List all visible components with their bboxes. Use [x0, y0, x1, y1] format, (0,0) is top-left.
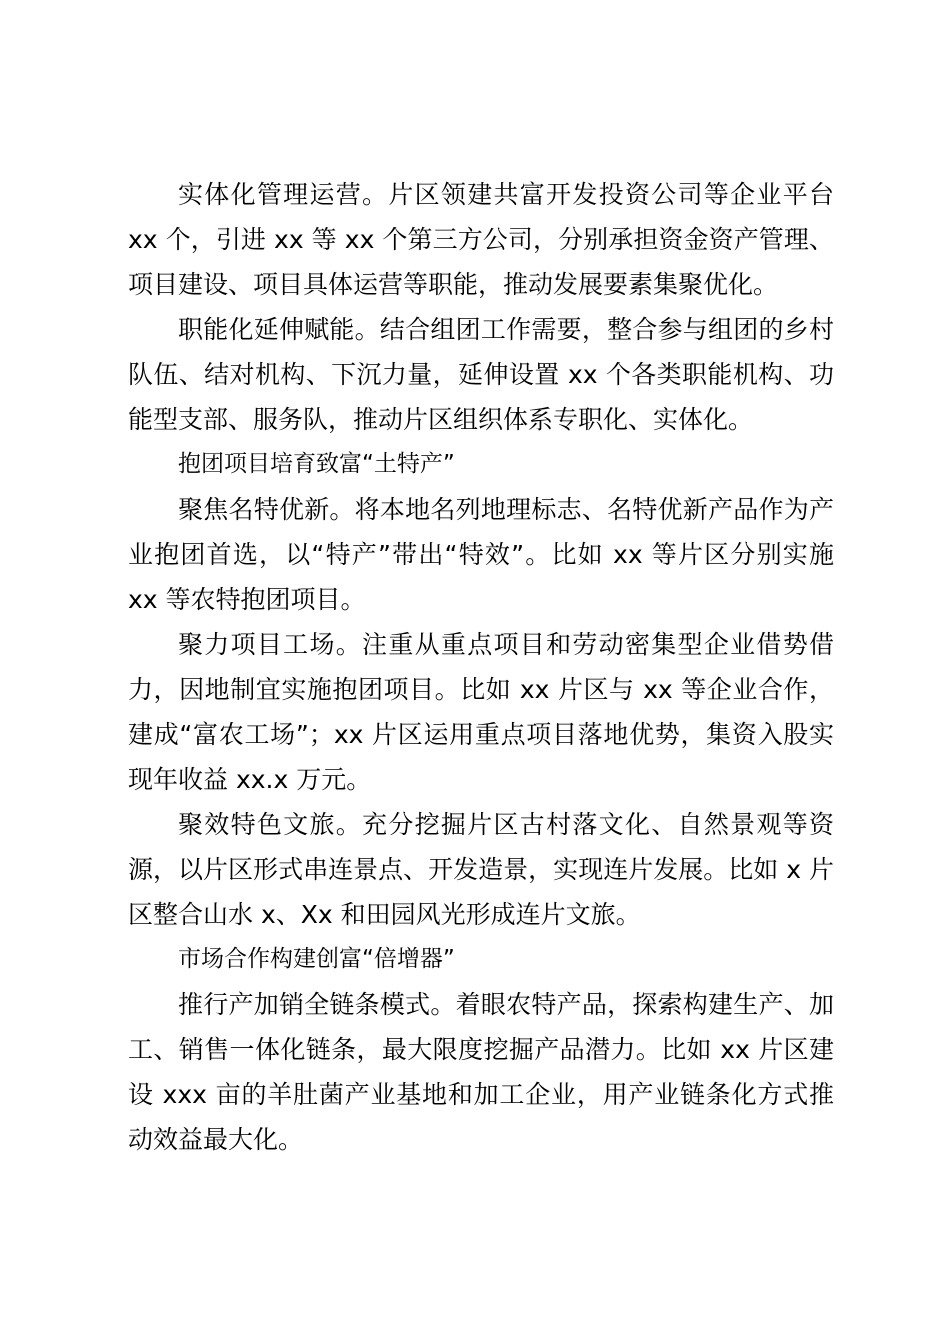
- paragraph-full-chain-model: 推行产加销全链条模式。着眼农特产品，探索构建生产、加工、销售一体化链条，最大限度挖掘产品潜力。比如 xx 片区建设 xxx 亩的羊肚菌产业基地和加工企业，用产业链条化方式推动效益最大化。: [128, 990, 834, 1154]
- paragraph-cultural-tourism: 聚效特色文旅。充分挖掘片区古村落文化、自然景观等资源，以片区形式串连景点、开发造景，实现连片发展。比如 x 片区整合山水 x、Xx 和田园风光形成连片文旅。: [128, 810, 834, 929]
- paragraph-entity-management: 实体化管理运营。片区领建共富开发投资公司等企业平台 xx 个，引进 xx 等 xx 个第三方公司，分别承担资金资产管理、项目建设、项目具体运营等职能，推动发展要素集聚优化。: [128, 180, 834, 299]
- paragraph-focus-specialties: 聚焦名特优新。将本地名列地理标志、名特优新产品作为产业抱团首选，以“特产”带出“特效”。比如 xx 等片区分别实施 xx 等农特抱团项目。: [128, 495, 834, 614]
- subheading-market-cooperation: 市场合作构建创富“倍增器”: [178, 946, 455, 972]
- subheading-group-projects: 抱团项目培育致富“土特产”: [178, 451, 455, 477]
- paragraph-functional-extension: 职能化延伸赋能。结合组团工作需要，整合参与组团的乡村队伍、结对机构、下沉力量，延伸设置 xx 个各类职能机构、功能型支部、服务队，推动片区组织体系专职化、实体化。: [128, 315, 834, 434]
- paragraph-project-workshops: 聚力项目工场。注重从重点项目和劳动密集型企业借势借力，因地制宜实施抱团项目。比如 xx 片区与 xx 等企业合作，建成“富农工场”；xx 片区运用重点项目落地优势，集资入股实现年收益 xx.x 万元。: [128, 630, 834, 794]
- document-body: [128, 172, 834, 1162]
